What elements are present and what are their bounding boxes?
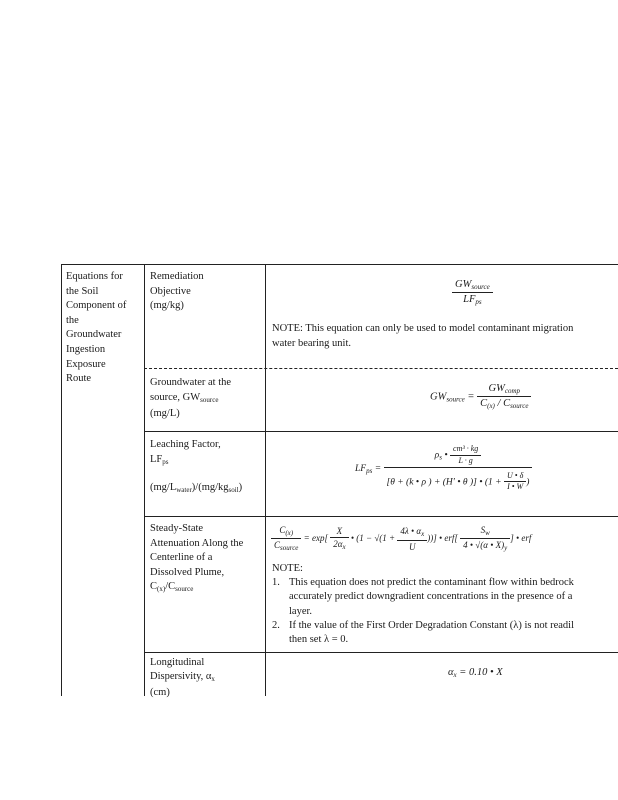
- row3-unit-part: ): [238, 482, 243, 494]
- eq2-den-a-sub: (x): [487, 402, 495, 411]
- row4-label: [150, 522, 243, 597]
- row4-notes: [272, 562, 574, 647]
- row3-label-line: Leaching Factor,: [150, 439, 221, 450]
- eq4-frac2-num: S: [480, 525, 486, 535]
- eq3-top-frac-num: cm³ · kg: [450, 444, 481, 456]
- note2-line: If the value of the First Order Degradation Constant (λ) is not readil: [289, 619, 575, 631]
- row4-label-part: /C: [165, 581, 176, 593]
- row3-unit-sub2: soil: [228, 486, 239, 495]
- row3-unit-sub1: water: [176, 486, 192, 495]
- eq4-erf: erf: [444, 533, 455, 543]
- row5-label: [150, 656, 215, 700]
- row2-label-line: (mg/L): [150, 408, 180, 420]
- row2-label-line: source, GW: [150, 391, 201, 403]
- row-header-line: Route: [66, 373, 92, 385]
- eq1-den-sub: ps: [475, 298, 482, 307]
- row5-label-line: (cm): [150, 687, 170, 698]
- table-left-border: [61, 264, 62, 696]
- eq4-frac2-num-sub: w: [485, 529, 490, 537]
- eq3-lhs-sub: ps: [366, 466, 373, 475]
- row3-label-sub: ps: [162, 457, 169, 466]
- eq3-bottom-frac-den: I • W: [507, 482, 524, 492]
- row3-label: [150, 438, 242, 498]
- eq2-equals: =: [467, 391, 475, 403]
- eq2-lhs: GW: [430, 391, 447, 403]
- eq2-lhs-sub: source: [446, 395, 465, 404]
- note1-line: accurately predict downgradient concentrations in the presence of a: [289, 591, 573, 603]
- row-header-line: Groundwater: [66, 329, 122, 341]
- row-header: [66, 270, 126, 387]
- row-divider-1: [144, 368, 618, 370]
- table-col-divider-1: [144, 264, 145, 696]
- row1-note-line: NOTE: This equation can only be used to model contaminant migration: [272, 323, 574, 334]
- eq4-frac1-den: 2α: [333, 539, 343, 550]
- eq4-equals: = exp: [303, 533, 325, 543]
- eq4-sqrt-num-sub: x: [421, 530, 425, 539]
- row3-label-line: LF: [150, 453, 163, 465]
- row-header-line: the Soil: [66, 285, 99, 297]
- row4-label-line: Steady-State: [150, 523, 204, 534]
- row5-label-line: Dispersivity, α: [150, 670, 212, 682]
- row4-label-sub1: (x): [157, 585, 166, 594]
- row4-label-sub2: source: [175, 585, 194, 594]
- eq4-sqrt-den: U: [409, 541, 416, 552]
- eq1-num-sub: source: [471, 283, 490, 291]
- note1-number: 1.: [272, 577, 280, 589]
- eq4-frac2-den: 4 • √(α • X): [463, 540, 505, 551]
- eq3-bottom-frac-num: U • δ: [504, 471, 526, 483]
- row4-label-line: Attenuation Along the: [150, 537, 244, 549]
- row1-note-line: water bearing unit.: [272, 337, 352, 349]
- row-header-line: Equations for: [66, 271, 123, 282]
- row2-equation: $GW_{source}$ = $\frac{GW_{comp}}{C_{(x)} / C_{source}}$: [430, 382, 531, 412]
- eq1-num: GW: [455, 279, 472, 290]
- eq2-den-b: C: [503, 398, 511, 410]
- row2-label-sub: source: [200, 395, 219, 404]
- row1-label: [150, 270, 204, 314]
- table-col-divider-2: [265, 264, 266, 696]
- eq4-sqrt-num: 4λ • α: [400, 526, 422, 537]
- eq2-den-a: C: [480, 398, 488, 410]
- eq2-den-b-sub: source: [510, 402, 529, 411]
- row-header-line: Exposure: [66, 358, 106, 370]
- eq1-den: LF: [463, 294, 476, 306]
- row2-label-line: Groundwater at the: [150, 377, 232, 388]
- row4-note-header: NOTE:: [272, 563, 303, 574]
- note1-line: This equation does not predict the contaminant flow within bedrock: [289, 577, 574, 589]
- eq4-erf2: • erf: [515, 533, 532, 543]
- row-header-line: the: [66, 314, 79, 326]
- eq2-num-sub: comp: [504, 387, 521, 395]
- note1-line: layer.: [289, 605, 313, 617]
- note2-line: then set λ = 0.: [289, 634, 349, 646]
- row5-equation: [448, 666, 503, 680]
- row1-label-line: Remediation: [150, 271, 204, 282]
- row3-equation: $LF_{ps}$ = $\rho_s$ • $\frac{\text{cm³ · kg}}{L \cdot g}$ [θ + (k • ρ ) + (H′ • θ )] • (1 + $\frac{U • \delta}{I • W}$ ): [355, 444, 532, 493]
- eq3-top: ρ: [434, 450, 440, 461]
- row3-unit-part: )/(mg/kg: [191, 482, 229, 494]
- eq4-lhs-num-sub: (x): [285, 529, 294, 537]
- row3-unit-part: (mg/L: [150, 482, 177, 494]
- eq2-num: GW: [488, 383, 505, 394]
- eq4-frac1-num: X: [330, 525, 348, 538]
- eq3-lhs: LF: [355, 463, 367, 474]
- eq4-lhs-den: C: [274, 540, 281, 551]
- row1-equation: [452, 278, 493, 308]
- eq4-frac2-den-sub: y: [504, 544, 508, 553]
- eq5-lhs: α: [448, 667, 454, 678]
- row1-label-line: Objective: [150, 285, 191, 297]
- eq5-lhs-sub: x: [453, 671, 457, 679]
- row4-label-line: Dissolved Plume,: [150, 566, 225, 578]
- eq4-frac1-den-sub: x: [342, 543, 346, 552]
- eq3-bottom: [θ + (k • ρ ) + (H′ • θ )] • (1 +: [386, 477, 504, 488]
- row5-label-sub: x: [211, 674, 215, 683]
- row-divider-4: [144, 652, 618, 653]
- row5-label-line: Longitudinal: [150, 657, 205, 668]
- eq3-equals: =: [374, 463, 382, 474]
- eq4-lhs-num: C: [279, 525, 286, 535]
- row-header-line: Ingestion: [66, 343, 106, 355]
- row4-label-part: C: [150, 581, 158, 593]
- row4-label-line: Centerline of a: [150, 552, 213, 564]
- row2-label: [150, 376, 231, 422]
- row-divider-2: [144, 431, 618, 432]
- row1-label-line: (mg/kg): [150, 300, 184, 312]
- eq3-top-frac-den: L · g: [458, 455, 473, 465]
- eq5-rhs: = 0.10 • X: [459, 667, 503, 678]
- row4-equation: $\frac{C_{(x)}}{C_{source}}$ = exp[ $\frac{X}{2\alpha_x}$ • (1 − √(1 + $\frac{4\lambda • \alpha_x}{U}$ ))] • erf[ $\frac{S_w}{4 • √(\alpha • X)_y}$ ] • erf: [271, 524, 531, 554]
- eq3-top-sub: s: [439, 453, 442, 462]
- row-header-line: Component of: [66, 300, 127, 312]
- row1-note: [272, 322, 573, 351]
- note2-number: 2.: [272, 619, 280, 631]
- eq4-lhs-den-sub: source: [280, 544, 299, 553]
- row-divider-3: [144, 516, 618, 517]
